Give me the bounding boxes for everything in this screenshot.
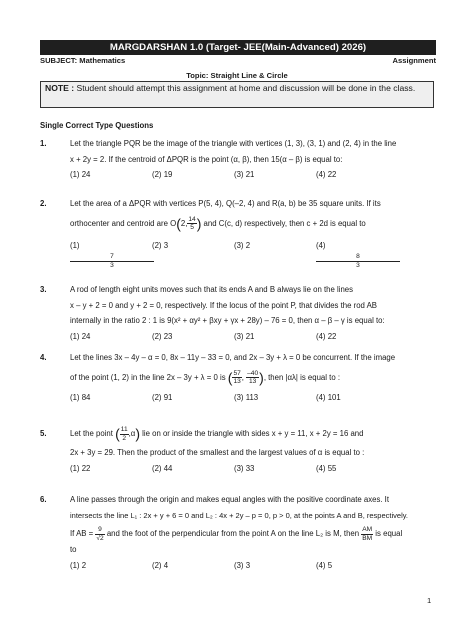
question-text-line: of the point (1, 2) in the line 2x – 3y + λ = 0 is ( $\frac{57}{13}$ , $\frac{-40}{13}$ ), then |αλ| is equal to : — [70, 368, 340, 385]
question-text: x + 2y = 2. If the centroid of ΔPQR is the point (α, β), then 15(α – β) is equal to: — [70, 154, 343, 164]
text-segment: and the foot of the perpendicular from the point A on the line L₂ is M, then — [104, 529, 362, 539]
question-text: intersects the line L₁ : 2x + y + 6 = 0 and L₂ : 4x + 2y – p = 0, p > 0, at the points A and B, respectively. — [70, 510, 409, 520]
question-text: Let the triangle PQR be the image of the triangle with vertices (1, 3), (3, 1) and (2, 4) in the line — [70, 139, 397, 148]
question-text-line — [70, 216, 436, 232]
question-text: x – y + 2 = 0 and y + 2 = 0, respectively. If the locus of the point P, that divides the rod AB — [70, 300, 378, 310]
option: (4) 22 — [316, 170, 337, 179]
question-text: Let the area of a ΔPQR with vertices P(5, 4), Q(–2, 4) and R(a, b) be 35 square units. If its — [70, 199, 381, 208]
denominator: 2 — [122, 434, 127, 442]
numerator: 11 — [120, 426, 128, 433]
fraction — [187, 216, 196, 232]
assignment-label: Assignment — [392, 56, 436, 65]
options-row — [70, 238, 436, 270]
option: (2) 19 — [152, 170, 173, 179]
text-segment: Let the point — [70, 429, 116, 439]
option: (3) 21 — [234, 331, 255, 341]
question-number: 4. — [40, 353, 47, 362]
option: (4) 55 — [316, 463, 337, 473]
numerator: 57 — [233, 369, 241, 377]
question-number: 2. — [40, 199, 47, 208]
text-segment: 2, — [180, 218, 188, 228]
option: (4) 5 — [316, 560, 333, 570]
fraction — [95, 526, 104, 542]
denominator: 13 — [248, 378, 257, 385]
option: (3) 3 — [234, 560, 251, 570]
options-row — [70, 329, 436, 345]
text-segment: , then |αλ| is equal to : — [263, 372, 340, 382]
option: (3) 21 — [234, 170, 255, 179]
numerator: AM — [362, 526, 373, 533]
denominator: 5 — [190, 224, 194, 231]
fraction — [232, 370, 241, 386]
question-text: Let the lines 3x – 4y – α = 0, 8x – 11y – 33 = 0, and 2x – 3y + λ = 0 be concurrent. If the image — [70, 353, 396, 362]
option: (1) 24 — [70, 331, 91, 341]
fraction — [70, 253, 152, 269]
options-row — [70, 167, 436, 183]
paren-open: ( — [227, 368, 233, 385]
question-text: A rod of length eight units moves such that its ends A and B always lie on the lines — [70, 285, 354, 294]
option-label: (1) — [70, 240, 80, 250]
text-segment: orthocenter and centroid are O — [70, 218, 177, 228]
fraction — [246, 370, 259, 386]
question-text: internally in the ratio 2 : 1 is 9(x² + αy² + βxy + γx + 28y) – 76 = 0, then α – β – γ is equal to: — [70, 316, 385, 325]
note-text: Student should attempt this assignment at home and discussion will be done in the class. — [74, 83, 416, 93]
text-segment: is equal — [373, 529, 403, 539]
fraction — [120, 426, 129, 442]
denominator: 3 — [356, 261, 360, 269]
paren-close: ) — [135, 425, 140, 442]
option: (3) 113 — [234, 392, 259, 402]
option: (3) 2 — [234, 240, 251, 250]
section-title: Single Correct Type Questions — [40, 121, 154, 130]
denominator: √2 — [96, 534, 104, 542]
question-text: to — [70, 545, 77, 554]
option-label: (4) — [316, 240, 326, 250]
options-row — [70, 558, 436, 574]
options-row — [70, 390, 436, 406]
question-number: 1. — [40, 139, 47, 148]
option: (3) 33 — [234, 463, 255, 473]
topic-heading: Topic: Straight Line & Circle — [186, 71, 288, 80]
text-segment: of the point (1, 2) in the line 2x – 3y + λ = 0 is — [70, 372, 228, 382]
question-text: A line passes through the origin and makes equal angles with the positive coordinate axes. It — [70, 495, 390, 504]
subject-row — [40, 56, 436, 65]
question-number: 5. — [40, 429, 47, 438]
page-number: 1 — [427, 596, 432, 605]
text-segment: lie on or inside the triangle with sides x + y = 11, x + 2y = 16 and — [139, 429, 364, 439]
denominator: BM — [362, 534, 373, 542]
denominator: 3 — [110, 261, 114, 269]
option: (1) 24 — [70, 170, 91, 179]
numerator: 7 — [70, 253, 154, 262]
fraction — [361, 526, 373, 542]
paren-open: ( — [176, 214, 181, 231]
text-segment: If AB = — [70, 529, 96, 539]
option: (4) 22 — [316, 331, 337, 341]
note-label: NOTE : — [45, 83, 75, 93]
text-segment: and C(c, d) respectively, then c + 2d is equal to — [201, 218, 366, 228]
option: (1) 22 — [70, 463, 91, 473]
numerator: 9 — [95, 526, 104, 535]
option: (2) 4 — [152, 560, 169, 570]
question-text-line — [70, 426, 436, 442]
question-text: 2x + 3y = 29. Then the product of the smallest and the largest values of α is equal to : — [70, 448, 365, 457]
subject-label: SUBJECT: Mathematics — [40, 56, 126, 65]
option: (1) 84 — [70, 392, 91, 402]
denominator: 13 — [233, 378, 241, 385]
numerator: 14 — [188, 215, 196, 223]
paren-close: ) — [259, 368, 264, 385]
option: (4) 101 — [316, 392, 341, 402]
paren-open: ( — [115, 425, 120, 442]
option: (2) 3 — [152, 240, 169, 250]
option: (2) 44 — [152, 463, 173, 473]
numerator: 8 — [316, 253, 400, 262]
option — [70, 238, 152, 270]
fraction — [316, 253, 398, 269]
options-row — [70, 461, 436, 477]
option — [316, 238, 398, 270]
title-banner: MARGDARSHAN 1.0 (Target- JEE(Main-Advanced) 2026) — [40, 40, 436, 55]
question-number: 6. — [40, 495, 47, 504]
text-segment: ,α — [128, 429, 136, 439]
numerator: –40 — [247, 369, 259, 377]
question-number: 3. — [40, 285, 47, 294]
paren-close: ) — [196, 214, 202, 231]
question-text-line — [70, 526, 436, 542]
option: (1) 2 — [70, 560, 87, 570]
option: (2) 23 — [152, 331, 173, 341]
note-box — [40, 81, 434, 108]
option: (2) 91 — [152, 392, 173, 402]
